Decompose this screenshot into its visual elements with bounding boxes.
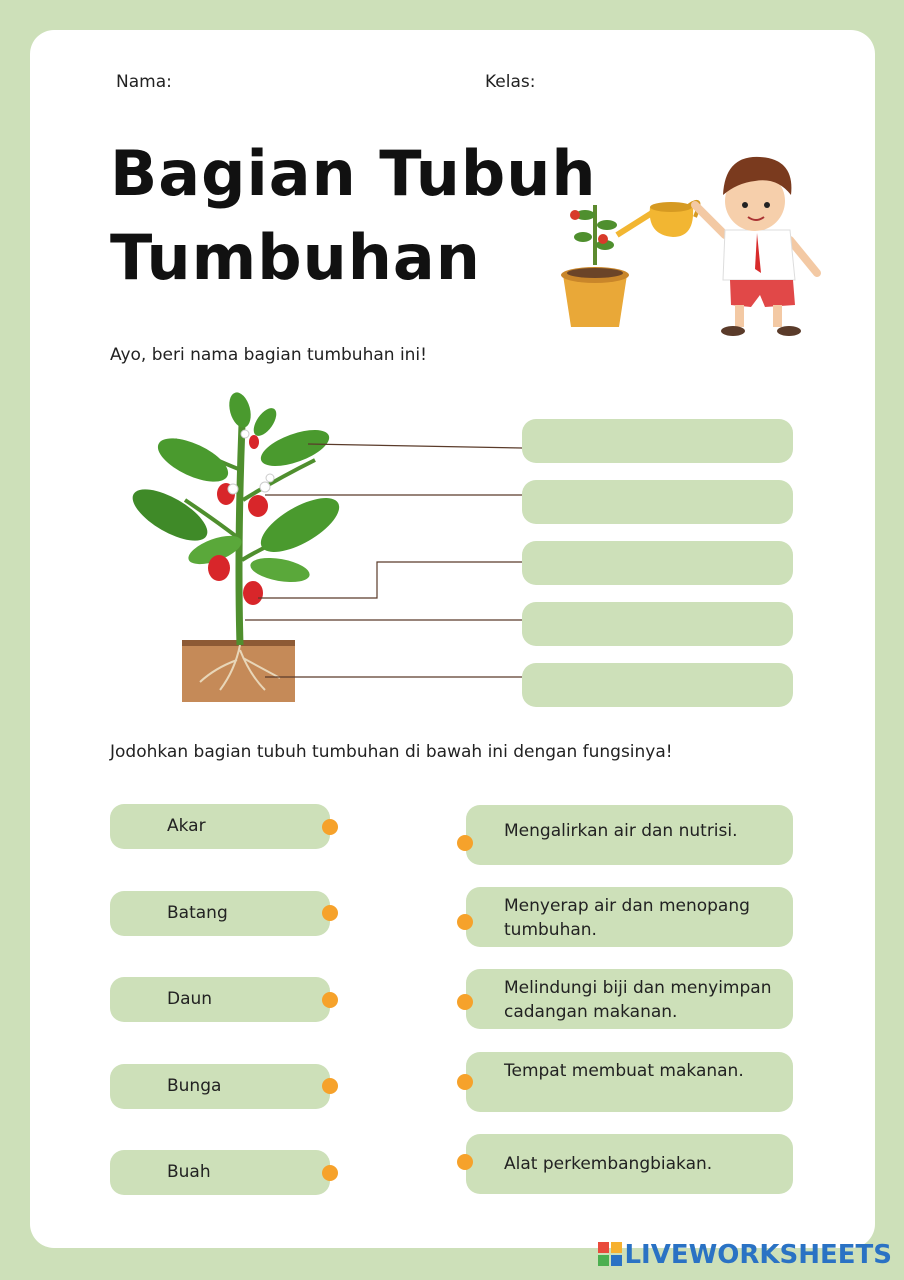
function-5 [466, 1134, 793, 1194]
function-4 [466, 1052, 793, 1112]
answer-box-1[interactable] [522, 419, 793, 463]
name-label: Nama: [116, 72, 172, 92]
match-dot-part-5[interactable] [322, 1165, 338, 1181]
function-5-text: Alat perkembangbiakan. [504, 1154, 713, 1174]
function-1 [466, 805, 793, 865]
match-dot-function-4[interactable] [457, 1074, 473, 1090]
part-akar: Akar [110, 804, 330, 849]
match-dot-function-2[interactable] [457, 914, 473, 930]
match-dot-part-3[interactable] [322, 992, 338, 1008]
answer-box-4[interactable] [522, 602, 793, 646]
match-dot-part-1[interactable] [322, 819, 338, 835]
answer-box-2[interactable] [522, 480, 793, 524]
answer-box-5[interactable] [522, 663, 793, 707]
class-label: Kelas: [485, 72, 536, 92]
match-dot-function-3[interactable] [457, 994, 473, 1010]
liveworksheets-logo-icon [598, 1242, 622, 1266]
part-batang: Batang [110, 891, 330, 936]
label-instruction: Ayo, beri nama bagian tumbuhan ini! [110, 345, 427, 365]
function-4-text: Tempat membuat makanan. [504, 1061, 744, 1081]
function-3-text: Melindungi biji dan menyimpan cadangan makanan. [504, 978, 772, 1022]
title-line-1: Bagian Tubuh [110, 137, 597, 210]
answer-box-3[interactable] [522, 541, 793, 585]
liveworksheets-logo [598, 1240, 892, 1270]
part-daun: Daun [110, 977, 330, 1022]
match-dot-part-4[interactable] [322, 1078, 338, 1094]
brand-text: LIVEWORKSHEETS [624, 1240, 892, 1270]
part-buah: Buah [110, 1150, 330, 1195]
part-bunga: Bunga [110, 1064, 330, 1109]
match-dot-part-2[interactable] [322, 905, 338, 921]
title-line-2: Tumbuhan [110, 221, 481, 294]
match-instruction: Jodohkan bagian tubuh tumbuhan di bawah ini dengan fungsinya! [110, 742, 673, 762]
function-2 [466, 887, 793, 947]
match-dot-function-1[interactable] [457, 835, 473, 851]
function-3 [466, 969, 793, 1029]
function-2-text: Menyerap air dan menopang tumbuhan. [504, 896, 750, 940]
function-1-text: Mengalirkan air dan nutrisi. [504, 821, 738, 841]
match-dot-function-5[interactable] [457, 1154, 473, 1170]
